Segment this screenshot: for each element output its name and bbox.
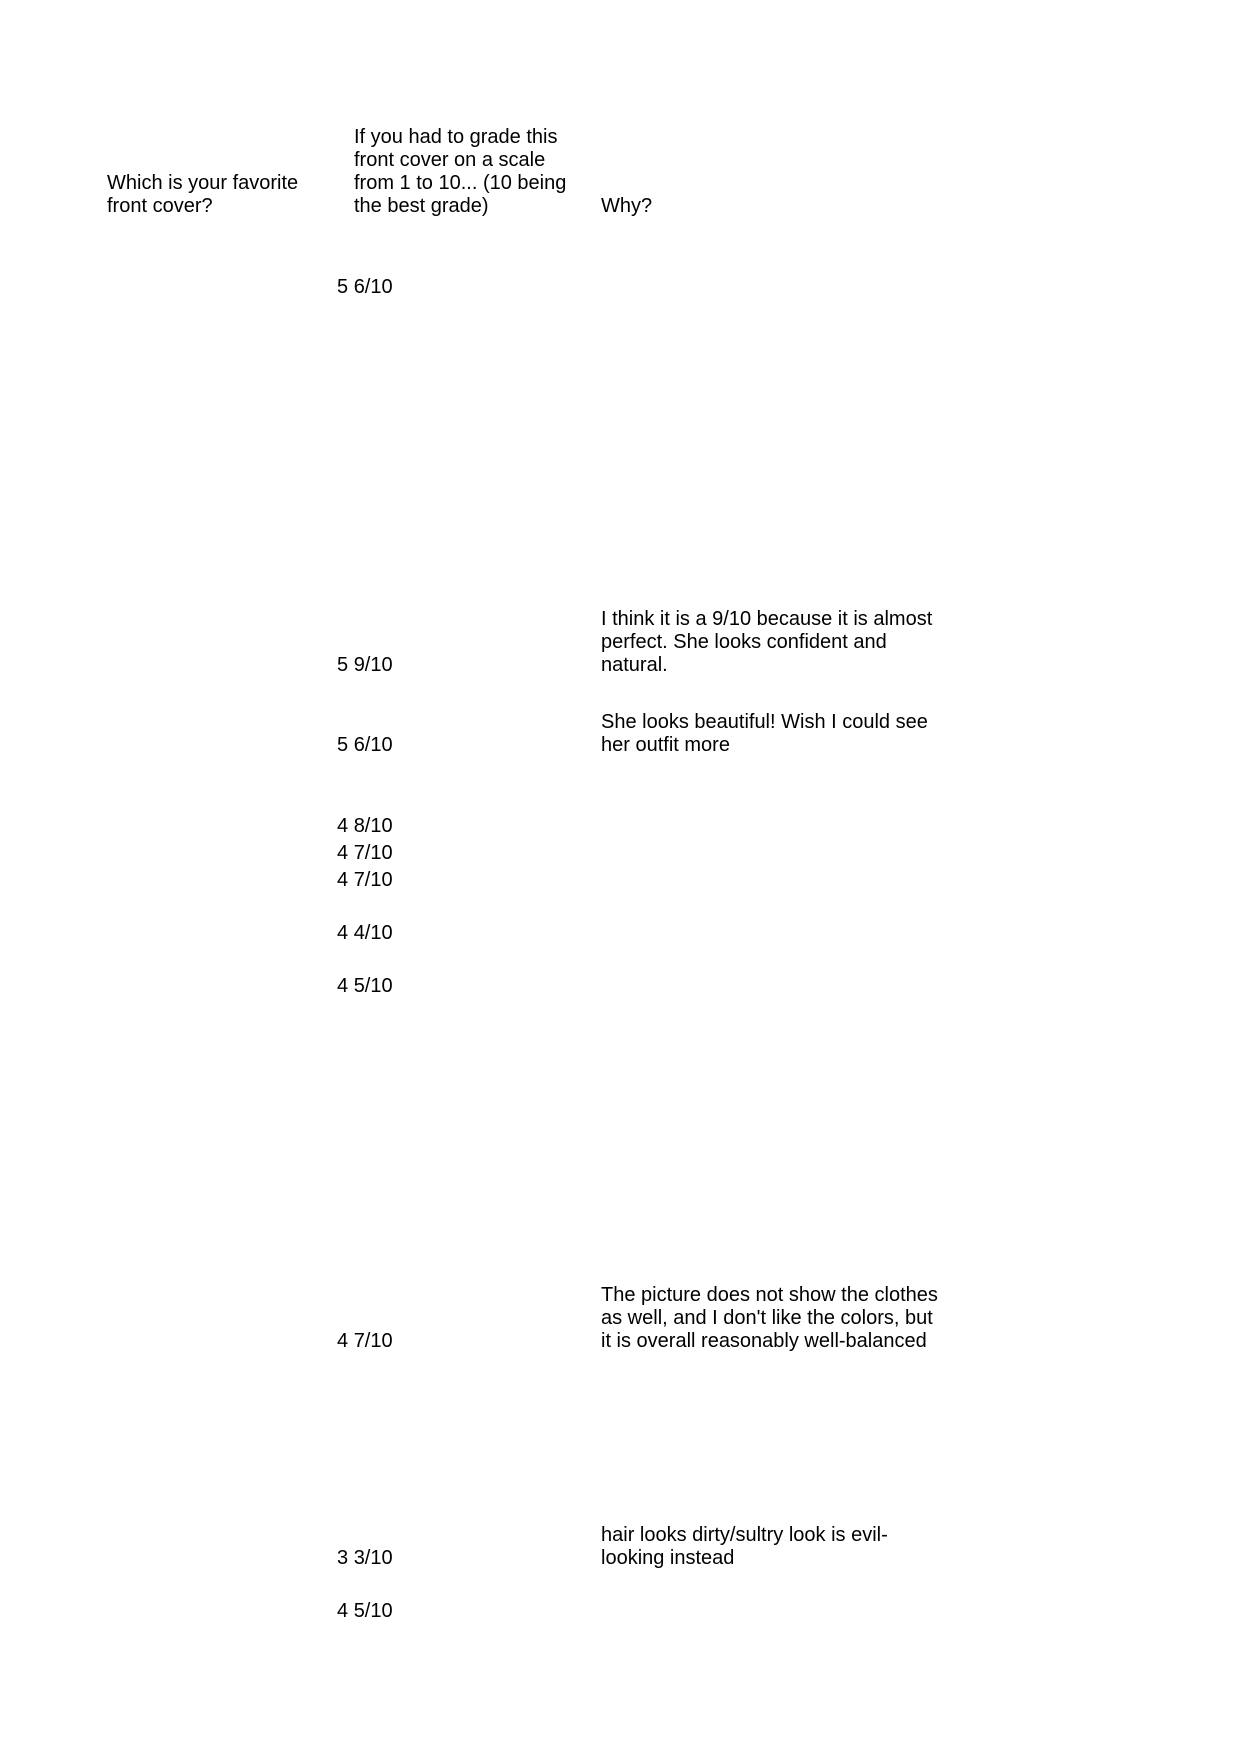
favorite-value: 4 [337, 842, 349, 864]
header-favorite-cover: Which is your favorite front cover? [107, 172, 299, 217]
why-cell: The picture does not show the clothes as well, and I don't like the colors, but it is overall reasonably well-balanced [601, 1284, 938, 1352]
favorite-value: 5 [337, 276, 349, 298]
grade-value: 6/10 [353, 276, 393, 298]
grade-value: 4/10 [353, 922, 393, 944]
why-cell: She looks beautiful! Wish I could see her outfit more [601, 711, 928, 756]
favorite-value: 5 [337, 734, 349, 756]
grade-value: 7/10 [353, 842, 393, 864]
grade-value: 5/10 [353, 975, 393, 997]
grade-value: 7/10 [353, 1330, 393, 1352]
favorite-value: 5 [337, 654, 349, 676]
grade-value: 5/10 [353, 1600, 393, 1622]
grade-value: 6/10 [353, 734, 393, 756]
favorite-value: 4 [337, 869, 349, 891]
header-grade: If you had to grade this front cover on a scale from 1 to 10... (10 being the best grade) [354, 126, 567, 217]
grade-value: 3/10 [353, 1547, 393, 1569]
favorite-value: 4 [337, 1330, 349, 1352]
favorite-value: 3 [337, 1547, 349, 1569]
header-why: Why? [601, 195, 653, 217]
favorite-value: 4 [337, 1600, 349, 1622]
grade-value: 8/10 [353, 815, 393, 837]
favorite-value: 4 [337, 815, 349, 837]
favorite-value: 4 [337, 975, 349, 997]
why-cell: I think it is a 9/10 because it is almost perfect. She looks confident and natural. [601, 608, 933, 676]
grade-value: 7/10 [353, 869, 393, 891]
favorite-value: 4 [337, 922, 349, 944]
grade-value: 9/10 [353, 654, 393, 676]
why-cell: hair looks dirty/sultry look is evil- looking instead [601, 1524, 888, 1569]
score-cell [337, 1600, 417, 1623]
